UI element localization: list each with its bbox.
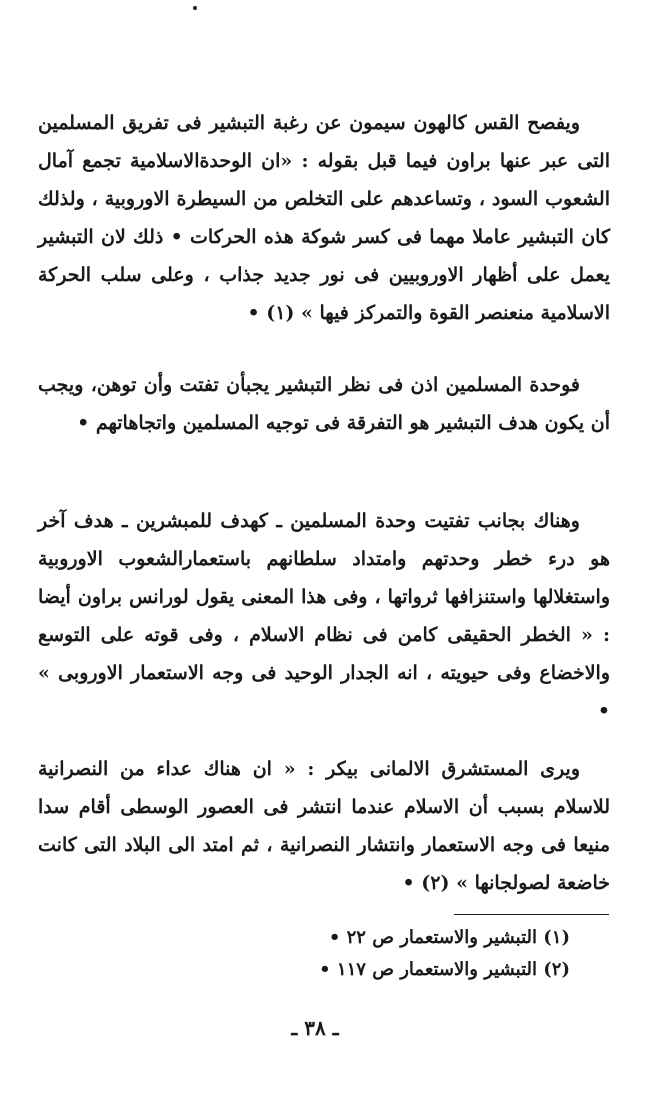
paragraph-2: فوحدة المسلمين اذن فى نظر التبشير يجبأن تفتت وأن توهن، ويجب أن يكون هدف التبشير هو التفرقة فى توجيه المسلمين واتجاهاتهم • xyxy=(38,374,610,434)
footnotes xyxy=(200,922,570,986)
footnote-2: (٢) التبشير والاستعمار ص ١١٧ • xyxy=(319,959,570,980)
footnote-separator xyxy=(454,914,609,915)
page-number: ـ ٣٨ ـ xyxy=(291,1016,339,1040)
paragraph-3: وهناك بجانب تفتيت وحدة المسلمين ـ كهدف للمبشرين ـ هدف آخر هو درء خطر وحدتهم وامتداد سلطانهم باستعمارالشعوب الاوروبية واستغلالها واستنزافها ثرواتها ، وفى هذا المعنى يقول لورانس براون أيضا : « الخطر الحقيقى كامن فى نظام الاسلام ، وفى قوته على التوسع والاخضاع وفى حيويته ، انه الجدار الوحيد فى وجه الاستعمار الاوروبى » • xyxy=(38,510,610,722)
paragraph-4: ويرى المستشرق الالمانى بيكر : « ان هناك عداء من النصرانية للاسلام بسبب أن الاسلام عندما انتشر فى العصور الوسطى أقام سدا منيعا فى وجه الاستعمار وانتشار النصرانية ، ثم امتد الى البلاد التى كانت خاضعة لصولجانها » (٢) • xyxy=(38,758,610,894)
top-dot-mark xyxy=(193,6,197,10)
paragraph-1: ويفصح القس كالهون سيمون عن رغبة التبشير فى تفريق المسلمين التى عبر عنها براون فيما قبل بقوله : «ان الوحدةالاسلامية تجمع آمال الشعوب السود ، وتساعدهم على التخلص من السيطرة الاوروبية ، ولذلك كان التبشير عاملا مهما فى كسر شوكة هذه الحركات • ذلك لان التبشير يعمل على أظهار الاوروبيين فى نور جديد جذاب ، وعلى سلب الحركة الاسلامية منعنصر القوة والتمركز فيها » (١) • xyxy=(38,112,610,324)
footnote-1: (١) التبشير والاستعمار ص ٢٢ • xyxy=(328,927,570,948)
